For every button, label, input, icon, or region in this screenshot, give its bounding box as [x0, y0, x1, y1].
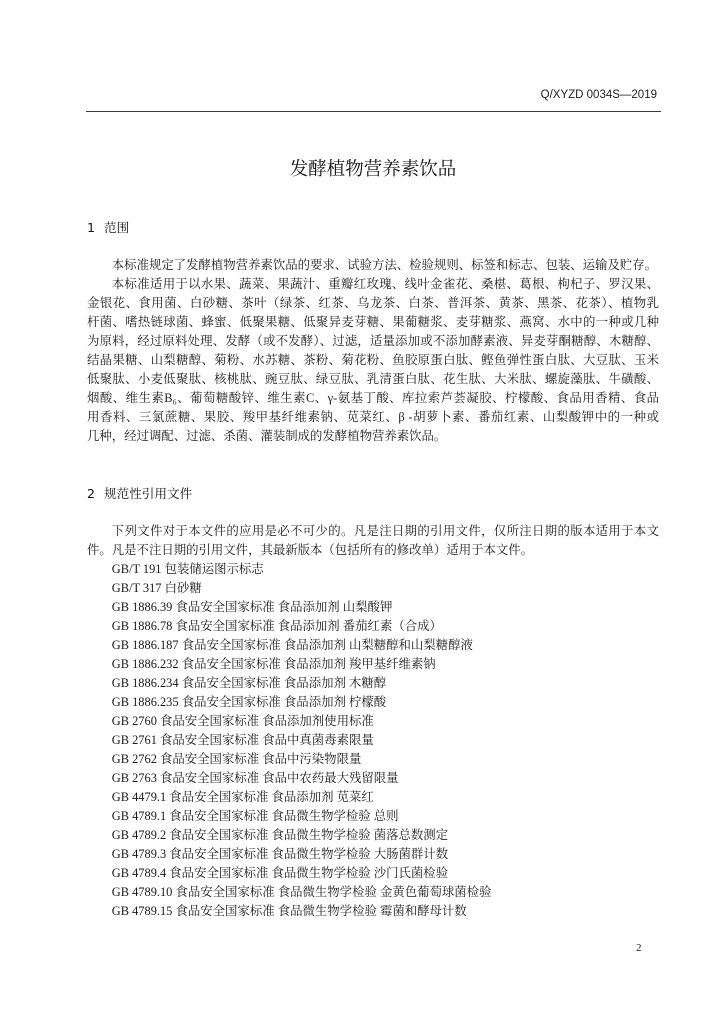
- reference-title: 食品安全国家标准 食品微生物学检验 金黄色葡萄球菌检验: [175, 884, 492, 899]
- reference-title: 食品安全国家标准 食品添加剂使用标准: [160, 713, 374, 728]
- reference-code: GB 2763: [111, 770, 157, 785]
- reference-item: [87, 807, 659, 826]
- reference-code: GB 4789.2: [111, 827, 167, 842]
- section-title: 规范性引用文件: [104, 485, 193, 501]
- reference-item: [87, 693, 659, 712]
- paragraph: [87, 256, 659, 275]
- reference-code: GB 2761: [111, 732, 157, 747]
- reference-code: GB 1886.234: [111, 675, 179, 690]
- reference-code: GB 4479.1: [111, 789, 167, 804]
- reference-list: [87, 560, 659, 921]
- reference-item: [87, 712, 659, 731]
- paragraph-line: 几种，经过调配、过滤、杀菌、灌装制成的发酵植物营养素饮品。: [87, 428, 447, 443]
- reference-item: [87, 598, 659, 617]
- reference-item: [87, 579, 659, 598]
- paragraph-line: 金银花、食用菌、白砂糖、茶叶（绿茶、红茶、乌龙茶、白茶、普洱茶、黄茶、黑茶、花茶）、植物乳: [87, 295, 659, 310]
- reference-title: 白砂糖: [164, 580, 202, 595]
- reference-item: [87, 769, 659, 788]
- reference-item: [87, 750, 659, 769]
- reference-code: GB 1886.39: [111, 599, 173, 614]
- page-number: 2: [636, 942, 642, 954]
- section-number: 1: [87, 219, 96, 235]
- reference-code: GB 4789.15: [111, 903, 173, 918]
- paragraph-line: 用香料、三氯蔗糖、果胶、羧甲基纤维素钠、苋菜红、β -胡萝卜素、番茄红素、山梨酸钾中的一种或: [87, 409, 659, 424]
- standard-code: Q/XYZD 0034S—2019: [540, 89, 657, 101]
- reference-title: 食品安全国家标准 食品中农药最大残留限量: [160, 770, 399, 785]
- reference-item: [87, 560, 659, 579]
- paragraph-line: 本标准规定了发酵植物营养素饮品的要求、试验方法、检验规则、标签和标志、包装、运输及贮存。: [111, 257, 657, 272]
- reference-title: 包装储运图示标志: [164, 561, 264, 576]
- paragraph-line: 低聚肽、小麦低聚肽、核桃肽、豌豆肽、绿豆肽、乳清蛋白肽、花生肽、大米肽、螺旋藻肽、牛磺酸、: [87, 371, 659, 386]
- reference-code: GB/T 317: [111, 580, 162, 595]
- reference-title: 食品安全国家标准 食品添加剂 苋菜红: [169, 789, 374, 804]
- reference-title: 食品安全国家标准 食品添加剂 羧甲基纤维素钠: [181, 656, 436, 671]
- reference-item: [87, 845, 659, 864]
- reference-code: GB 1886.187: [111, 637, 179, 652]
- reference-title: 食品安全国家标准 食品微生物学检验 霉菌和酵母计数: [175, 903, 467, 918]
- reference-item: [87, 902, 659, 921]
- reference-item: [87, 864, 659, 883]
- paragraph-line: 下列文件对于本文件的应用是必不可少的。凡是注日期的引用文件，仅所注日期的版本适用于本文: [111, 523, 659, 538]
- header-rule: [86, 111, 661, 112]
- reference-title: 食品安全国家标准 食品中污染物限量: [160, 751, 362, 766]
- reference-code: GB 4789.1: [111, 808, 167, 823]
- reference-item: [87, 674, 659, 693]
- reference-code: GB 1886.78: [111, 618, 173, 633]
- reference-code: GB 1886.235: [111, 694, 179, 709]
- reference-title: 食品安全国家标准 食品微生物学检验 大肠菌群计数: [169, 846, 449, 861]
- paragraph-line: 结晶果糖、山梨糖醇、菊粉、水苏糖、茶粉、菊花粉、鱼胶原蛋白肽、鲣鱼弹性蛋白肽、大豆肽、玉米: [87, 352, 659, 367]
- document-body: [87, 218, 659, 921]
- reference-title: 食品安全国家标准 食品添加剂 木糖醇: [181, 675, 387, 690]
- reference-code: GB 4789.3: [111, 846, 167, 861]
- reference-item: [87, 731, 659, 750]
- section-title: 范围: [104, 219, 130, 235]
- reference-title: 食品安全国家标准 食品微生物学检验 沙门氏菌检验: [169, 865, 449, 880]
- paragraph-line: 件。凡是不注日期的引用文件，其最新版本（包括所有的修改单）适用于本文件。: [87, 542, 534, 557]
- reference-title: 食品安全国家标准 食品添加剂 番茄红素（合成）: [175, 618, 442, 633]
- document-title: 发酵植物营养素饮品: [289, 159, 457, 180]
- reference-title: 食品安全国家标准 食品添加剂 山梨酸钾: [175, 599, 393, 614]
- reference-title: 食品安全国家标准 食品微生物学检验 总则: [169, 808, 399, 823]
- reference-title: 食品安全国家标准 食品微生物学检验 菌落总数测定: [169, 827, 449, 842]
- section-heading-scope: [87, 218, 659, 237]
- reference-item: [87, 788, 659, 807]
- paragraph-line: 杆菌、嗜热链球菌、蜂蜜、低聚果糖、低聚异麦芽糖、果葡糖浆、麦芽糖浆、燕窝、水中的一种或几种: [87, 314, 659, 329]
- reference-code: GB 1886.232: [111, 656, 179, 671]
- reference-item: [87, 826, 659, 845]
- reference-title: 食品安全国家标准 食品添加剂 山梨糖醇和山梨糖醇液: [181, 637, 473, 652]
- reference-item: [87, 617, 659, 636]
- paragraph: [87, 522, 659, 560]
- section-heading-normative-references: [87, 484, 659, 503]
- reference-code: GB 4789.4: [111, 865, 167, 880]
- section-number: 2: [87, 485, 96, 501]
- reference-item: [87, 655, 659, 674]
- reference-title: 食品安全国家标准 食品添加剂 柠檬酸: [181, 694, 387, 709]
- paragraph: [87, 275, 659, 446]
- paragraph-line: 为原料，经过原料处理、发酵（或不发酵）、过滤，适量添加或不添加酵素液、异麦芽酮糖醇、木糖醇、: [87, 333, 659, 348]
- paragraph-line: 本标准适用于以水果、蔬菜、果蔬汁、重瓣红玫瑰、线叶金雀花、桑椹、葛根、枸杞子、罗汉果、: [111, 276, 659, 291]
- reference-item: [87, 883, 659, 902]
- reference-code: GB 4789.10: [111, 884, 173, 899]
- reference-code: GB/T 191: [111, 561, 162, 576]
- reference-code: GB 2762: [111, 751, 157, 766]
- paragraph-line: 烟酸、维生素B₆、葡萄糖酸锌、维生素C、γ-氨基丁酸、库拉索芦荟凝胶、柠檬酸、食品用香精、食品: [87, 390, 659, 405]
- reference-code: GB 2760: [111, 713, 157, 728]
- reference-title: 食品安全国家标准 食品中真菌毒素限量: [160, 732, 374, 747]
- reference-item: [87, 636, 659, 655]
